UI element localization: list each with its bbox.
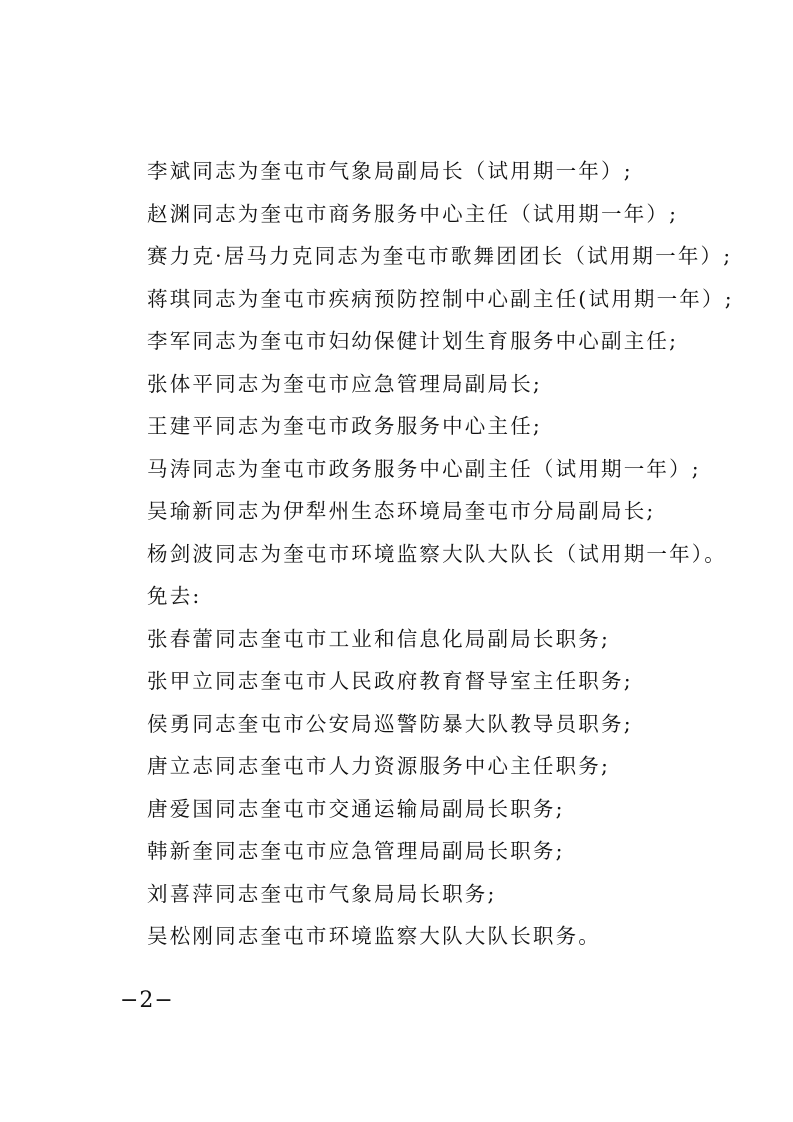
appointment-line: 李军同志为奎屯市妇幼保健计划生育服务中心副主任; (147, 329, 679, 353)
page-number: −2− (120, 988, 174, 1013)
dismissal-line: 侯勇同志奎屯市公安局巡警防暴大队教导员职务; (147, 711, 633, 736)
appointment-line: 李斌同志为奎屯市气象局副局长（试用期一年）; (147, 159, 633, 183)
dismissal-line: 唐爱国同志奎屯市交通运输局副局长职务; (147, 796, 565, 821)
dismissal-line: 张春蕾同志奎屯市工业和信息化局副局长职务; (147, 626, 611, 651)
appointment-line: 赛力克·居马力克同志为奎屯市歌舞团团长（试用期一年）; (147, 244, 733, 268)
appointment-line: 赵渊同志为奎屯市商务服务中心主任（试用期一年）; (147, 201, 679, 226)
appointment-line: 吴瑜新同志为伊犁州生态环境局奎屯市分局副局长; (147, 499, 656, 523)
appointment-line: 马涛同志为奎屯市政务服务中心副主任（试用期一年）; (147, 456, 701, 481)
appointment-line: 张体平同志为奎屯市应急管理局副局长; (147, 371, 543, 396)
appointment-line: 王建平同志为奎屯市政务服务中心主任; (147, 414, 543, 438)
document-body (147, 150, 747, 958)
dismissal-line: 张甲立同志奎屯市人民政府教育督导室主任职务; (147, 669, 633, 693)
dismissal-line: 刘喜萍同志奎屯市气象局局长职务; (147, 881, 497, 906)
dismissal-line: 唐立志同志奎屯市人力资源服务中心主任职务; (147, 754, 611, 778)
dismissal-line: 吴松刚同志奎屯市环境监察大队大队长职务。 (147, 924, 601, 948)
appointment-line: 蒋琪同志为奎屯市疾病预防控制中心副主任(试用期一年）; (147, 286, 734, 311)
dismissal-heading: 免去: (147, 584, 202, 608)
appointment-line: 杨剑波同志为奎屯市环境监察大队大队长（试用期一年）。 (147, 541, 727, 566)
dismissal-line: 韩新奎同志奎屯市应急管理局副局长职务; (147, 839, 565, 863)
